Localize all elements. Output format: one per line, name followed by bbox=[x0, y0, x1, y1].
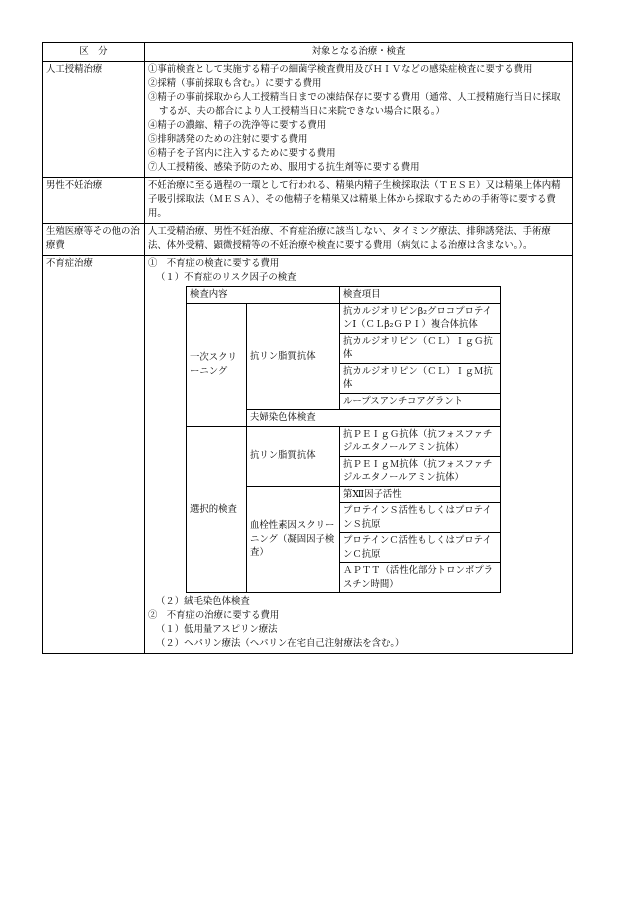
primary-screening: 一次スクリーニング bbox=[187, 303, 247, 426]
ai-item: ⑥精子を子宮内に注入するために要する費用 bbox=[148, 148, 336, 159]
sub-header-row bbox=[187, 287, 501, 304]
apl-antibody: 抗リン脂質抗体 bbox=[247, 303, 340, 410]
row-male-infertility bbox=[43, 178, 573, 224]
header-row bbox=[43, 43, 573, 62]
ai-item: ③精子の事前採取から人工授精当日までの凍結保存に要する費用（通常、人工授精施行当日に採取するが、夫の都合により人工授精当日に来院できない場合に限る。） bbox=[148, 92, 561, 117]
test-item: 第Ⅻ因子活性 bbox=[340, 486, 501, 503]
row-artificial-insemination bbox=[43, 62, 573, 178]
ai-item: ④精子の濃縮、精子の洗浄等に要する費用 bbox=[148, 120, 327, 131]
test-item: ループスアンチコアグラント bbox=[340, 393, 501, 410]
sub-chorionic: （２）絨毛染色体検査 bbox=[156, 596, 250, 607]
risk-factor-table bbox=[186, 286, 501, 593]
treatment-table bbox=[42, 42, 573, 654]
thrombophilia-screening: 血栓性素因スクリーニング（凝固因子検査） bbox=[247, 486, 340, 593]
section-tests: ① 不育症の検査に要する費用 bbox=[148, 258, 280, 269]
ai-item: ①事前検査として実施する精子の細菌学検査費用及びＨＩＶなどの感染症検査に要する費用 bbox=[148, 64, 533, 75]
ai-items bbox=[145, 62, 573, 178]
treatment-aspirin: （１）低用量アスピリン療法 bbox=[156, 624, 278, 635]
test-item: 抗カルジオリピン（ＣＬ）ＩｇＭ抗体 bbox=[340, 363, 501, 393]
sub-header-item: 検査項目 bbox=[340, 287, 501, 304]
table-row bbox=[187, 303, 501, 333]
apl-antibody-2: 抗リン脂質抗体 bbox=[247, 426, 340, 486]
test-item: 抗ＰＥＩｇＭ抗体（抗フォスファチジルエタノールアミン抗体） bbox=[340, 456, 501, 486]
test-item: プロテインＳ活性もしくはプロテインＳ抗原 bbox=[340, 503, 501, 533]
test-item: 抗ＰＥＩｇＧ抗体（抗フォスファチジルエタノールアミン抗体） bbox=[340, 426, 501, 456]
test-item: 抗カルジオリピン（ＣＬ）ＩｇＧ抗体 bbox=[340, 333, 501, 363]
category-recurrent-miscarriage: 不育症治療 bbox=[43, 256, 145, 654]
row-other-treatment bbox=[43, 224, 573, 256]
row-recurrent-miscarriage bbox=[43, 256, 573, 654]
category-male-infertility: 男性不妊治療 bbox=[43, 178, 145, 224]
male-text: 不妊治療に至る過程の一環として行われる、精巣内精子生検採取法（ＴＥＳＥ）又は精巣上体内精子吸引採取法（ＭＥＳＡ）、その他精子を精巣又は精巣上体から採取するための手術等に要する費用。 bbox=[145, 178, 573, 224]
treatment-heparin: （２）ヘパリン療法（ヘパリン在宅自己注射療法を含む。） bbox=[156, 638, 405, 649]
other-text: 人工受精治療、男性不妊治療、不育症治療に該当しない、タイミング療法、排卵誘発法、手術療法、体外受精、顕微授精等の不妊治療や検査に要する費用（病気による治療は含まない。）。 bbox=[145, 224, 573, 256]
test-item: プロテインＣ活性もしくはプロテインＣ抗原 bbox=[340, 533, 501, 563]
recurrent-content bbox=[145, 256, 573, 654]
selective-tests: 選択的検査 bbox=[187, 426, 247, 593]
category-artificial-insemination: 人工授精治療 bbox=[43, 62, 145, 178]
table-row bbox=[187, 426, 501, 456]
header-target: 対象となる治療・検査 bbox=[145, 43, 573, 62]
karyotype-test: 夫婦染色体検査 bbox=[247, 410, 501, 427]
category-other-treatment: 生殖医療等その他の治療費 bbox=[43, 224, 145, 256]
ai-item: ②採精（事前採取も含む。）に要する費用 bbox=[148, 78, 322, 89]
header-category: 区 分 bbox=[43, 43, 145, 62]
test-item: ＡＰＴＴ（活性化部分トロンボプラスチン時間） bbox=[340, 563, 501, 593]
sub-risk-factor: （１）不育症のリスク因子の検査 bbox=[156, 272, 297, 283]
ai-item: ⑦人工授精後、感染予防のため、服用する抗生剤等に要する費用 bbox=[148, 162, 420, 173]
ai-item: ⑤排卵誘発のための注射に要する費用 bbox=[148, 134, 308, 145]
test-item: 抗カルジオリピンβ₂グロコプロテインⅠ（ＣＬβ₂ＧＰＩ）複合体抗体 bbox=[340, 303, 501, 333]
sub-header-content: 検査内容 bbox=[187, 287, 340, 304]
section-treatment: ② 不育症の治療に要する費用 bbox=[148, 610, 280, 621]
